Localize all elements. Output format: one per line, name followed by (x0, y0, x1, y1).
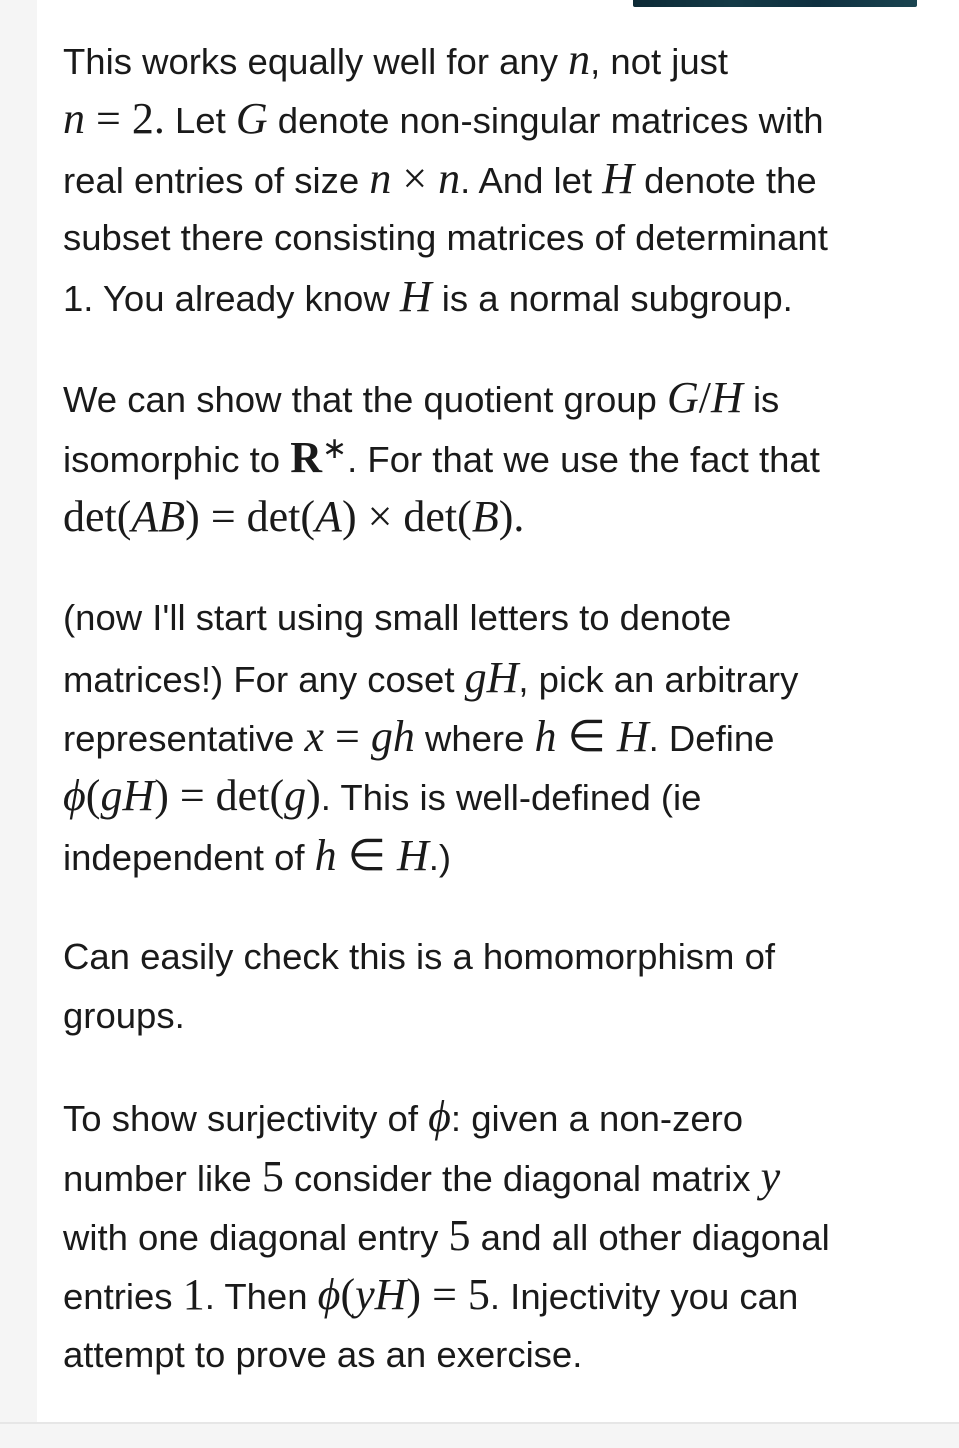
text: and all other diagonal (470, 1217, 830, 1259)
math-var: H (616, 711, 649, 761)
math-expr: ( (85, 771, 101, 821)
math-expr: ) = 5 (406, 1270, 490, 1320)
text-line (63, 1087, 943, 1146)
math-var: H (602, 153, 634, 203)
math-superscript: ∗ (321, 431, 348, 465)
math-var: G (235, 94, 268, 144)
text-line (63, 368, 943, 427)
text: , pick an arbitrary (518, 658, 799, 700)
text-line (63, 30, 943, 89)
text: where (414, 717, 535, 759)
text-line (63, 1147, 943, 1206)
text: is (742, 379, 780, 421)
text-line (63, 1325, 943, 1384)
text-line (63, 826, 943, 885)
math-expr: / (698, 373, 712, 423)
text: independent of (63, 836, 315, 878)
math-var: y (760, 1151, 781, 1201)
math-var: AB (131, 492, 186, 542)
text: . And let (460, 159, 603, 201)
text: isomorphic to (63, 438, 291, 480)
text-line (63, 208, 943, 267)
math-var: gH (464, 652, 519, 702)
math-var: G (667, 373, 699, 423)
math-var: gH (100, 771, 155, 821)
math-expr: ) = det( (185, 492, 316, 542)
text: . Define (648, 717, 775, 759)
math-var: A (315, 492, 342, 542)
text: groups. (63, 995, 185, 1037)
text: real entries of size (63, 159, 370, 201)
text-line (63, 986, 943, 1045)
text: number like (63, 1157, 262, 1199)
math-expr: 1 (182, 1270, 205, 1320)
text: We can show that the quotient group (63, 379, 667, 421)
math-var: n (369, 153, 392, 203)
text: is a normal subgroup. (431, 278, 793, 320)
text: entries (63, 1276, 183, 1318)
math-var: h (534, 711, 557, 761)
math-expr: ) = det( (154, 771, 285, 821)
math-expr: ( (340, 1270, 356, 1320)
text-line (63, 1265, 943, 1324)
text: subset there consisting matrices of determinant (63, 216, 828, 258)
text: 1. You already know (63, 278, 400, 320)
math-var: n (438, 153, 461, 203)
header-image (633, 0, 917, 7)
math-var: R (290, 432, 322, 482)
math-var: ϕ (63, 771, 86, 821)
math-expr: = 2. (85, 94, 165, 144)
math-expr: ). (498, 492, 525, 542)
math-expr: = (323, 711, 371, 761)
paragraph-4 (63, 927, 943, 1046)
text: denote non-singular matrices with (267, 100, 824, 142)
text: consider the diagonal matrix (283, 1157, 761, 1199)
text: (now I'll start using small letters to denote (63, 597, 732, 639)
text: To show surjectivity of (63, 1098, 429, 1140)
text: . For that we use the fact that (347, 438, 820, 480)
math-var: H (399, 272, 432, 322)
math-var: H (397, 830, 429, 880)
math-expr: ) (306, 771, 321, 821)
math-expr: 5 (261, 1151, 284, 1201)
text: Let (164, 100, 236, 142)
paragraph-5 (63, 1087, 943, 1383)
text-line (63, 648, 943, 707)
math-expr: × (391, 153, 439, 203)
math-var: H (711, 373, 743, 423)
math-expr: ∈ (336, 830, 397, 880)
math-var: n (63, 94, 85, 144)
math-var: B (471, 492, 499, 542)
text: . Then (204, 1276, 318, 1318)
math-var: ϕ (428, 1092, 451, 1142)
math-var: g (284, 771, 307, 821)
text: with one diagonal entry (63, 1217, 449, 1259)
text-line (63, 1206, 943, 1265)
text: This works equally well for any (63, 41, 569, 82)
text: representative (63, 717, 305, 759)
math-var: yH (355, 1270, 407, 1320)
text-line (63, 927, 943, 986)
text: . This is well-defined (ie (320, 777, 702, 819)
math-var: x (304, 711, 324, 761)
text-line (63, 89, 943, 148)
math-var: ϕ (317, 1270, 341, 1320)
text-line (63, 428, 943, 487)
math-expr: ∈ (556, 711, 617, 761)
text: : given a non-zero (450, 1098, 744, 1140)
answer-body (63, 30, 943, 1426)
math-expr: det( (63, 492, 132, 542)
text-line (63, 707, 943, 766)
text-line (63, 267, 943, 326)
text-line (63, 149, 943, 208)
text-line (63, 487, 943, 546)
text: denote the (634, 159, 817, 201)
math-expr: 5 (448, 1211, 471, 1261)
paragraph-3 (63, 588, 943, 884)
paragraph-1 (63, 30, 943, 326)
math-var: gh (370, 711, 415, 761)
math-var: h (314, 830, 337, 880)
paragraph-2 (63, 368, 943, 546)
text: . Injectivity you can (489, 1276, 799, 1318)
text: , not just (590, 41, 729, 82)
text: matrices!) For any coset (63, 658, 465, 700)
text: .) (428, 836, 452, 878)
math-expr: ) × det( (341, 492, 472, 542)
text-line (63, 766, 943, 825)
math-var: n (568, 35, 591, 84)
text-line (63, 588, 943, 647)
text: attempt to prove as an exercise. (63, 1333, 583, 1375)
text: Can easily check this is a homomorphism of (63, 935, 776, 977)
